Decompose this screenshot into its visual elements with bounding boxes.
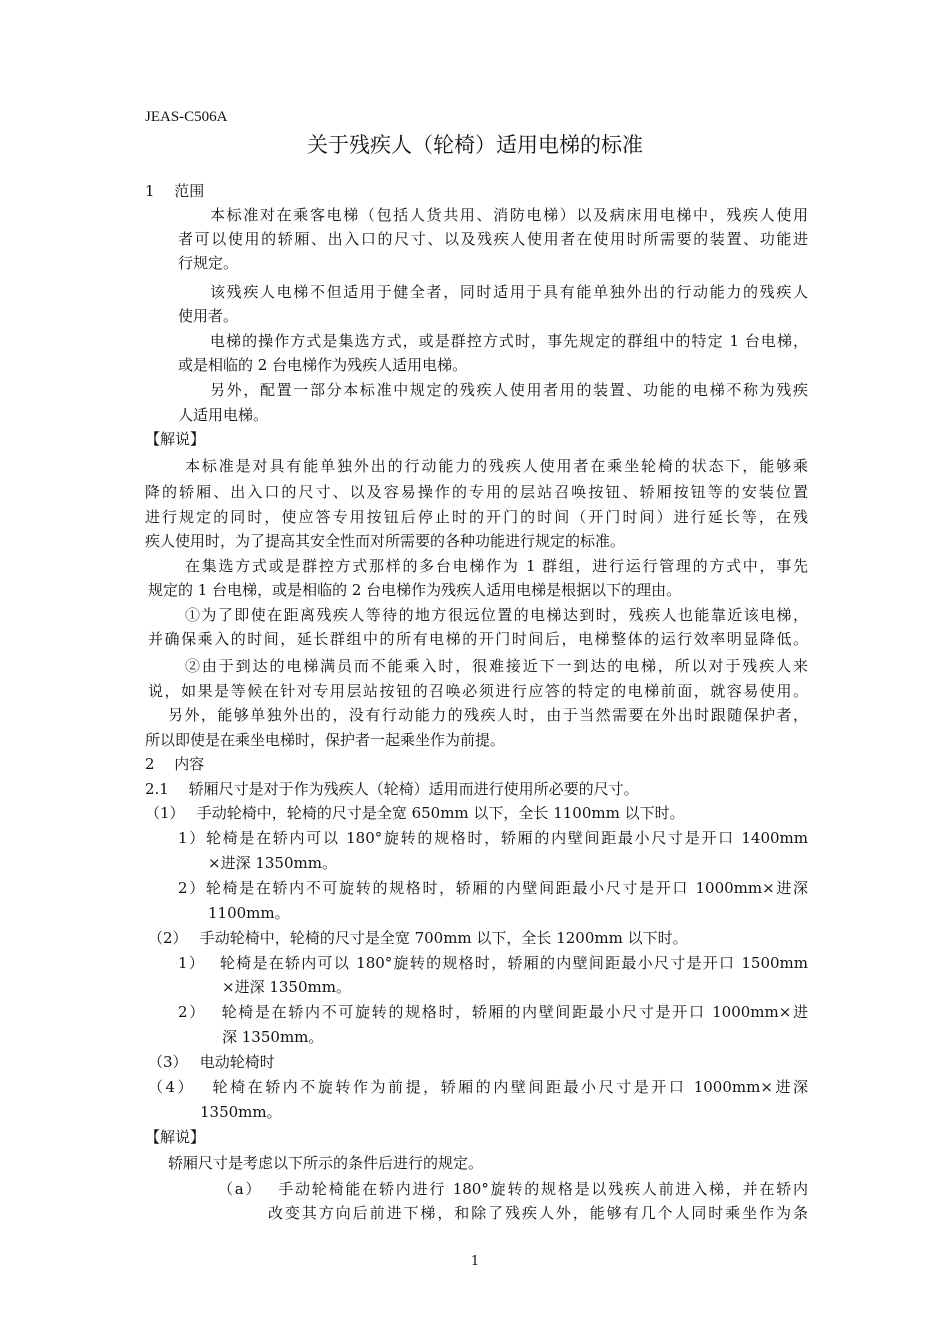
clause-line: ×进深 1350mm。 <box>208 854 337 872</box>
commentary-heading: 【解说】 <box>145 430 206 448</box>
clause-line: 1） 轮椅是在轿内可以 180°旋转的规格时，轿厢的内壁间距最小尺寸是开口 1500mm <box>178 954 808 972</box>
section-heading: 1 范围 <box>145 182 205 200</box>
paragraph-line: 说，如果是等候在针对专用层站按钮的召唤必须进行应答的特定的电梯前面，就容易使用。 <box>148 682 808 700</box>
paragraph-line: 规定的 1 台电梯，或是相临的 2 台电梯作为残疾人适用电梯是根据以下的理由。 <box>148 581 682 599</box>
paragraph-line: 电梯的操作方式是集选方式，或是群控方式时，事先规定的群组中的特定 1 台电梯， <box>210 332 808 350</box>
paragraph-line: 者可以使用的轿厢、出入口的尺寸、以及残疾人使用者在使用时所需要的装置、功能进 <box>178 230 808 248</box>
paragraph-line: 降的轿厢、出入口的尺寸、以及容易操作的专用的层站召唤按钮、轿厢按钮等的安装位置 <box>145 483 808 501</box>
commentary-heading: 【解说】 <box>145 1128 206 1146</box>
paragraph-line: 并确保乘入的时间，延长群组中的所有电梯的开门时间后，电梯整体的运行效率明显降低。 <box>148 630 808 648</box>
document-code: JEAS-C506A <box>145 109 228 125</box>
paragraph-line: 人适用电梯。 <box>178 406 269 424</box>
clause-line: 1350mm。 <box>200 1103 282 1121</box>
paragraph-line: 所以即使是在乘坐电梯时，保护者一起乘坐作为前提。 <box>145 731 506 749</box>
paragraph-line: ②由于到达的电梯满员而不能乘入时，很难接近下一到达的电梯，所以对于残疾人来 <box>185 657 808 675</box>
clause-line: 1）轮椅是在轿内可以 180°旋转的规格时，轿厢的内壁间距最小尺寸是开口 1400mm <box>178 829 808 847</box>
paragraph-line: 行规定。 <box>178 254 239 272</box>
paragraph-line: ①为了即使在距离残疾人等待的地方很远位置的电梯达到时，残疾人也能靠近该电梯， <box>185 606 808 624</box>
clause-line: （4） 轮椅在轿内不旋转作为前提，轿厢的内壁间距最小尺寸是开口 1000mm×进深 <box>148 1078 808 1096</box>
section-heading: 2 内容 <box>145 755 205 773</box>
clause-line: ×进深 1350mm。 <box>222 978 351 996</box>
paragraph-line: 本标准是对具有能单独外出的行动能力的残疾人使用者在乘坐轮椅的状态下，能够乘 <box>185 457 808 475</box>
document-title: 关于残疾人（轮椅）适用电梯的标准 <box>307 133 643 157</box>
clause-line: 2） 轮椅是在轿内不可旋转的规格时，轿厢的内壁间距最小尺寸是开口 1000mm×进 <box>178 1003 808 1021</box>
paragraph-line: 进行规定的同时，使应答专用按钮后停止时的开门的时间（开门时间）进行延长等，在残 <box>145 508 808 526</box>
paragraph-line: 另外，能够单独外出的，没有行动能力的残疾人时，由于当然需要在外出时跟随保护者， <box>168 706 808 724</box>
clause-line: 2.1 轿厢尺寸是对于作为残疾人（轮椅）适用而进行使用所必要的尺寸。 <box>145 780 639 798</box>
paragraph-line: 另外，配置一部分本标准中规定的残疾人使用者用的装置、功能的电梯不称为残疾 <box>210 381 808 399</box>
paragraph-line: 轿厢尺寸是考虑以下所示的条件后进行的规定。 <box>168 1154 484 1172</box>
clause-line: （3） 电动轮椅时 <box>148 1053 275 1071</box>
paragraph-line: （a） 手动轮椅能在轿内进行 180°旋转的规格是以残疾人前进入梯，并在轿内 <box>218 1180 808 1198</box>
clause-line: （2） 手动轮椅中，轮椅的尺寸是全宽 700mm 以下，全长 1200mm 以下时。 <box>148 929 688 947</box>
clause-line: 深 1350mm。 <box>222 1028 324 1046</box>
paragraph-line: 在集选方式或是群控方式那样的多台电梯作为 1 群组，进行运行管理的方式中，事先 <box>185 557 808 575</box>
clause-line: 1100mm。 <box>208 904 290 922</box>
paragraph-line: 使用者。 <box>178 307 239 325</box>
paragraph-line: 或是相临的 2 台电梯作为残疾人适用电梯。 <box>178 356 468 374</box>
paragraph-line: 改变其方向后前进下梯，和除了残疾人外，能够有几个人同时乘坐作为条 <box>268 1204 808 1222</box>
page-number: 1 <box>470 1254 480 1269</box>
paragraph-line: 疾人使用时，为了提高其安全性而对所需要的各种功能进行规定的标准。 <box>145 532 626 550</box>
clause-line: （1） 手动轮椅中，轮椅的尺寸是全宽 650mm 以下，全长 1100mm 以下时。 <box>145 804 685 822</box>
paragraph-line: 该残疾人电梯不但适用于健全者，同时适用于具有能单独外出的行动能力的残疾人 <box>210 283 808 301</box>
paragraph-line: 本标准对在乘客电梯（包括人货共用、消防电梯）以及病床用电梯中，残疾人使用 <box>210 206 808 224</box>
clause-line: 2）轮椅是在轿内不可旋转的规格时，轿厢的内壁间距最小尺寸是开口 1000mm×进深 <box>178 879 808 897</box>
